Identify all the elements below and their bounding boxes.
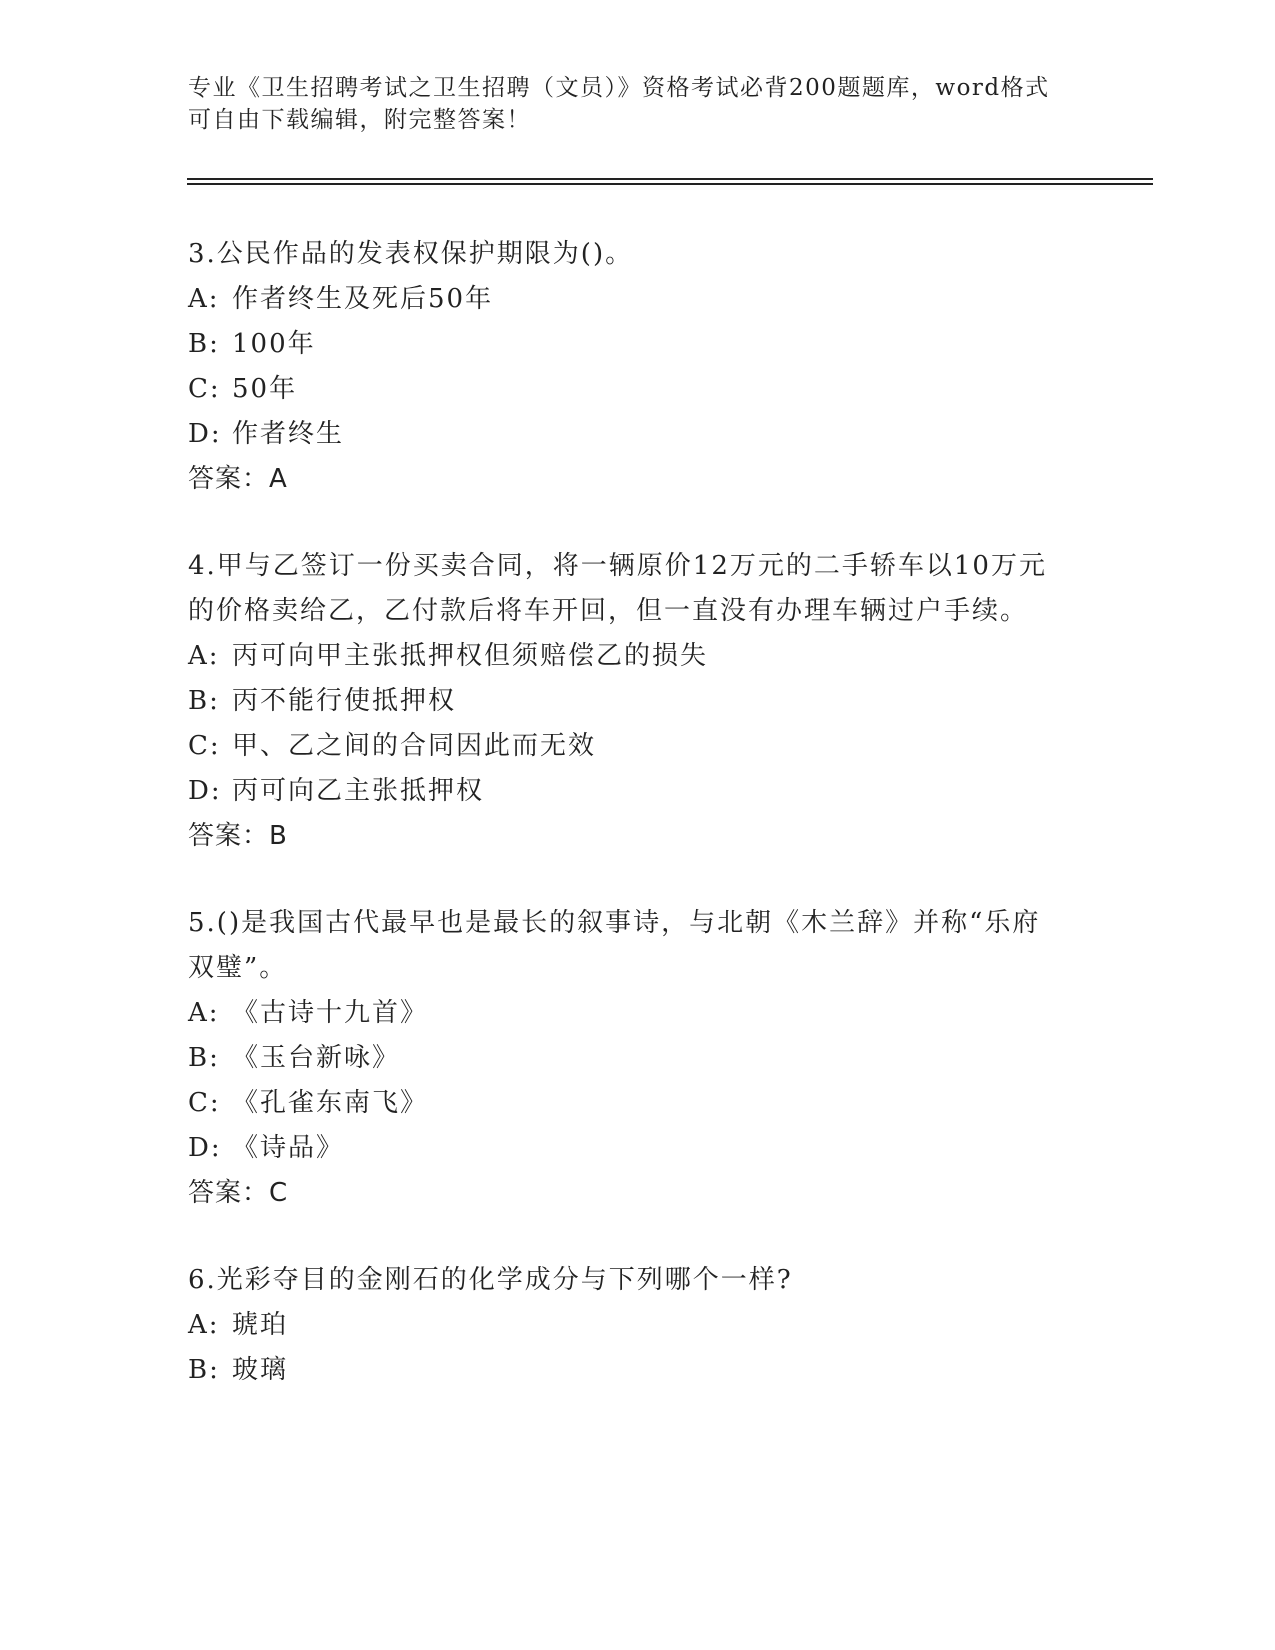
option-b [188, 1348, 1068, 1393]
option-text: 50年 [232, 374, 298, 404]
question-5 [188, 901, 1068, 1216]
answer-line: 答案：B [188, 821, 288, 851]
document-header [188, 72, 1068, 136]
option-d [188, 769, 1068, 814]
question-text: 5.()是我国古代最早也是最长的叙事诗，与北朝《木兰辞》并称“乐府双璧”。 [188, 908, 1041, 983]
option-letter: C: [188, 1088, 221, 1118]
option-a [188, 1303, 1068, 1348]
header-rule-bottom [187, 183, 1153, 185]
option-b [188, 679, 1068, 724]
option-text: 玻璃 [232, 1355, 289, 1385]
option-a [188, 277, 1068, 322]
header-line-1: 专业《卫生招聘考试之卫生招聘（文员）》资格考试必背200题题库，word格式 [188, 75, 1050, 101]
option-letter: C: [188, 731, 221, 761]
option-text: 丙可向乙主张抵押权 [232, 776, 485, 806]
option-letter: D: [188, 419, 222, 449]
option-text: 100年 [232, 329, 316, 359]
option-letter: A: [188, 1310, 220, 1340]
option-a [188, 991, 1068, 1036]
option-text: 丙可向甲主张抵押权但须赔偿乙的损失 [232, 641, 709, 671]
answer-line: 答案：C [188, 1178, 289, 1208]
question-4 [188, 544, 1068, 859]
option-letter: B: [188, 1355, 220, 1385]
option-letter: B: [188, 329, 220, 359]
option-letter: A: [188, 641, 220, 671]
question-text: 4.甲与乙签订一份买卖合同，将一辆原价12万元的二手轿车以10万元的价格卖给乙，乙付款后将车开回，但一直没有办理车辆过户手续。 [188, 551, 1047, 626]
option-text: 《玉台新咏》 [232, 1043, 401, 1073]
option-d [188, 412, 1068, 457]
header-rule-top [187, 178, 1153, 180]
option-letter: B: [188, 1043, 220, 1073]
option-b [188, 1036, 1068, 1081]
question-6 [188, 1258, 1068, 1393]
option-letter: A: [188, 284, 220, 314]
option-text: 丙不能行使抵押权 [232, 686, 457, 716]
option-c [188, 724, 1068, 769]
option-c [188, 1081, 1068, 1126]
option-text: 作者终生 [232, 419, 345, 449]
option-letter: D: [188, 776, 222, 806]
option-text: 甲、乙之间的合同因此而无效 [232, 731, 597, 761]
header-line-2: 可自由下载编辑，附完整答案！ [188, 107, 531, 133]
question-text: 6.光彩夺目的金刚石的化学成分与下列哪个一样? [188, 1265, 793, 1295]
question-list [188, 232, 1068, 1435]
option-text: 琥珀 [232, 1310, 289, 1340]
option-letter: C: [188, 374, 221, 404]
option-d [188, 1126, 1068, 1171]
option-letter: B: [188, 686, 220, 716]
question-3 [188, 232, 1068, 502]
option-letter: D: [188, 1133, 222, 1163]
question-text: 3.公民作品的发表权保护期限为()。 [188, 239, 634, 269]
option-a [188, 634, 1068, 679]
option-text: 《古诗十九首》 [232, 998, 429, 1028]
option-c [188, 367, 1068, 412]
option-text: 《孔雀东南飞》 [232, 1088, 429, 1118]
answer-line: 答案：A [188, 464, 288, 494]
option-text: 作者终生及死后50年 [232, 284, 494, 314]
option-text: 《诗品》 [232, 1133, 345, 1163]
option-b [188, 322, 1068, 367]
option-letter: A: [188, 998, 220, 1028]
